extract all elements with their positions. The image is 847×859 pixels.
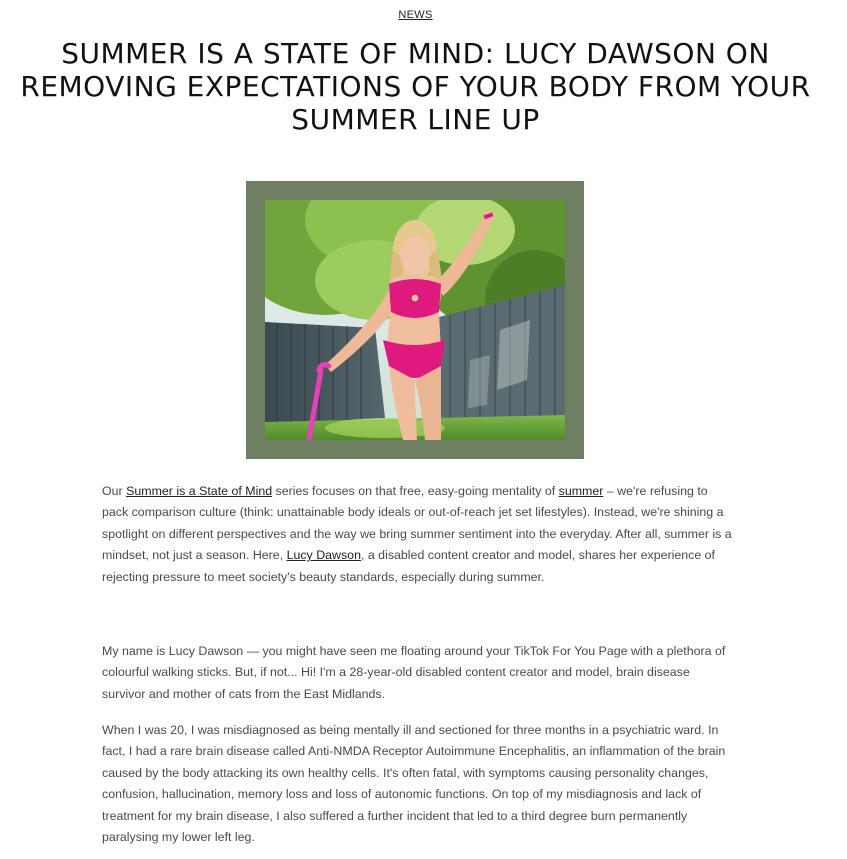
hero-photo [265, 200, 565, 440]
intro-text-4: , a disabled content creator and model, shares her experience of rejecting pressure to meet society's beauty standards, especially during summer. [102, 548, 716, 584]
category-tag [0, 9, 831, 21]
category-link-news[interactable]: NEWS [398, 9, 433, 21]
hero-image-frame [246, 181, 584, 459]
body-paragraph-1: My name is Lucy Dawson — you might have seen me floating around your TikTok For You Page with a plethora of colourful walking sticks. But, if not... Hi! I'm a 28-year-old disabled content creator and model, brain disease survivor and mother of cats from the East Midlands. [102, 644, 726, 701]
hero-photo-illustration [265, 200, 565, 440]
link-summer-state-of-mind[interactable]: Summer is a State of Mind [126, 484, 273, 498]
link-summer[interactable]: summer [558, 484, 604, 498]
link-lucy-dawson[interactable]: Lucy Dawson [286, 548, 361, 563]
body-paragraph-2: When I was 20, I was misdiagnosed as being mentally ill and sectioned for three months in a psychiatric ward. In fact, I had a rare brain disease called Anti-NMDA Receptor Autoimmune Encephalitis, an inflammation of the brain caused by the body attacking its own healthy cells. It's often fatal, with symptoms causing personality changes, confusion, hallucination, memory loss and loss of autonomic functions. On top of my misdiagnosis and lack of treatment for my brain disease, I also suffered a further incident that led to a third degree burn permanently paralysing my lower left leg. [102, 723, 726, 845]
intro-text-3: – we're refusing to pack comparison culture (think: unattainable body ideals or out-of-reach jet set lifestyles). Instead, we're shining a spotlight on different perspectives and the way we bring summer sentiment into the everyday. After all, summer is a mindset, not just a season. Here, [102, 484, 732, 563]
intro-text-2: series focuses on that free, easy-going mentality of [272, 484, 559, 498]
intro-paragraph [102, 481, 732, 588]
article-headline: SUMMER IS A STATE OF MIND: LUCY DAWSON ON REMOVING EXPECTATIONS OF YOUR BODY FROM YOUR SUMMER LINE UP [20, 37, 811, 136]
intro-text-1: Our [102, 484, 127, 498]
